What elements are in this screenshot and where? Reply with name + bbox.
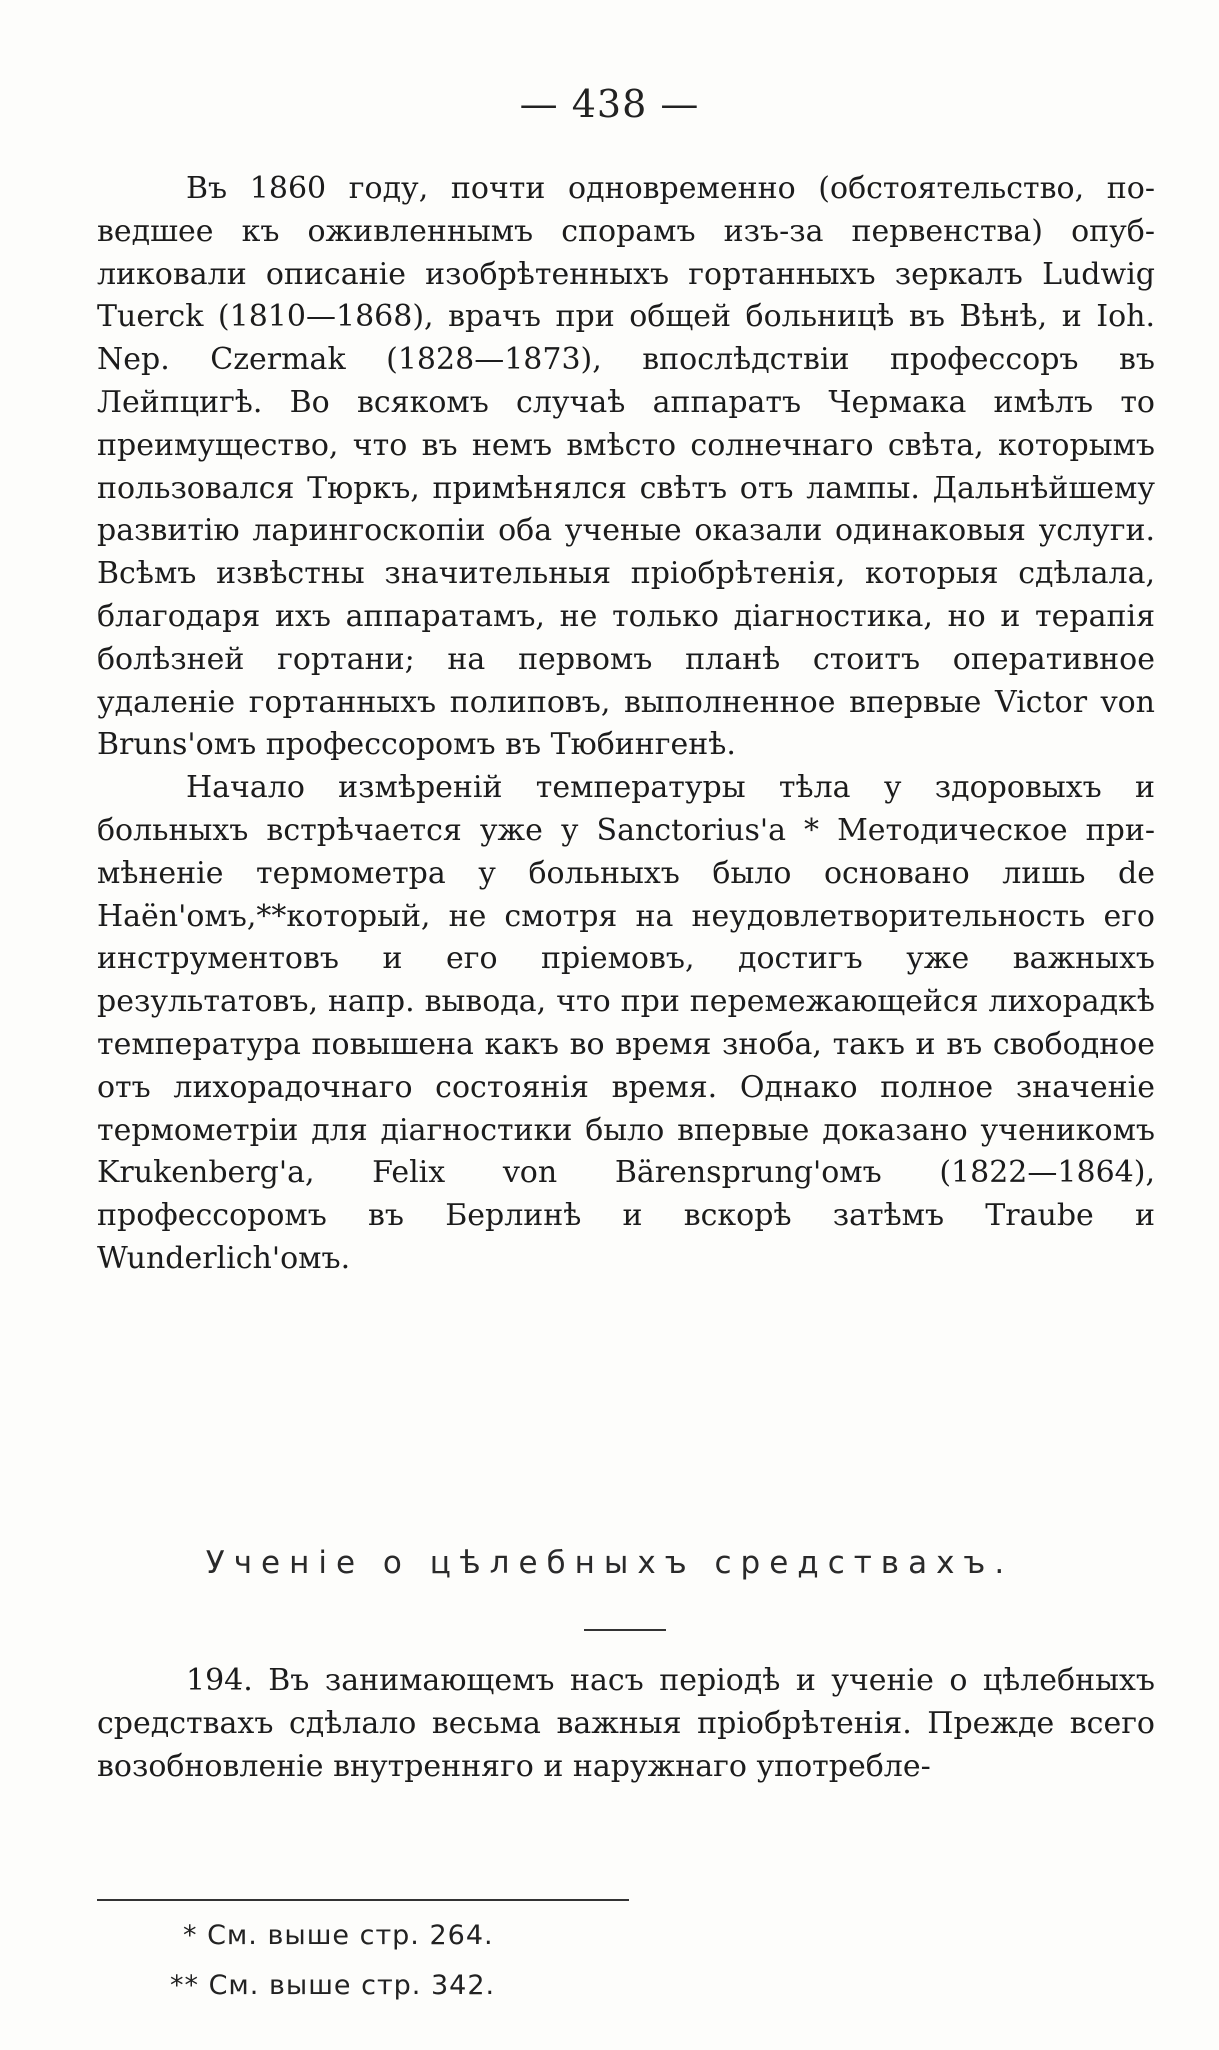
footnote-2: ** См. выше стр. 342. bbox=[170, 1970, 496, 2001]
footnote-divider bbox=[97, 1899, 629, 1901]
section-heading: Ученіе о цѣлебныхъ средствахъ. bbox=[205, 1545, 1014, 1581]
section-text-block bbox=[97, 1660, 1155, 1788]
paragraph-laryngoscopy: Въ 1860 году, почти одновременно (обстоятельство, поведшее къ оживленнымъ спорамъ изъ-за первенства) опубликовали описаніе изобрѣтенныхъ гортанныхъ зеркалъ Ludwig Tuerck (1810—1868), врачъ при общей больницѣ въ Вѣнѣ, и Ioh. Nep. Czermak (1828—1873), впослѣдствіи профессоръ въ Лейпцигѣ. Во всякомъ случаѣ аппаратъ Чермака имѣлъ то преимущество, что въ немъ вмѣсто солнечнаго свѣта, которымъ пользовался Тюркъ, примѣнялся свѣтъ отъ лампы. Дальнѣйшему развитію ларингоскопіи оба ученые оказали одинаковыя услуги. Всѣмъ извѣстны значительныя пріобрѣтенія, которыя сдѣлала, благодаря ихъ аппаратамъ, не только діагностика, но и терапія болѣзней гортани; на первомъ планѣ стоитъ оперативное удаленіе гортанныхъ полиповъ, выполненное впервые Victor von Bruns'омъ профессоромъ въ Тюбингенѣ. bbox=[97, 171, 1155, 763]
heading-divider bbox=[584, 1629, 666, 1631]
page-number: — 438 — bbox=[519, 82, 700, 126]
paragraph-section-194: 194. Въ занимающемъ насъ періодѣ и ученіе о цѣлебныхъ средствахъ сдѣлало весьма важныя пріобрѣтенія. Прежде всего возобновленіе внутренняго и наружнаго употребле- bbox=[97, 1663, 1155, 1784]
paragraph-thermometry: Начало измѣреній температуры тѣла у здоровыхъ и больныхъ встрѣчается уже у Sanctorius'a * Методическое примѣненіе термометра у больныхъ было основано лишь de Haën'омъ,**который, не смотря на неудовлетворительность его инструментовъ и его пріемовъ, достигъ уже важныхъ результатовъ, напр. вывода, что при перемежающейся лихорадкѣ температура повышена какъ во время зноба, такъ и въ свободное отъ лихорадочнаго состоянія время. Однако полное значеніе термометріи для діагностики было впервые доказано ученикомъ Krukenberg'a, Felix von Bärensprung'омъ (1822—1864), профессоромъ въ Берлинѣ и вскорѣ затѣмъ Traube и Wunderlich'омъ. bbox=[97, 770, 1155, 1276]
footnote-1: * См. выше стр. 264. bbox=[183, 1920, 494, 1951]
main-text-block bbox=[97, 168, 1155, 1281]
